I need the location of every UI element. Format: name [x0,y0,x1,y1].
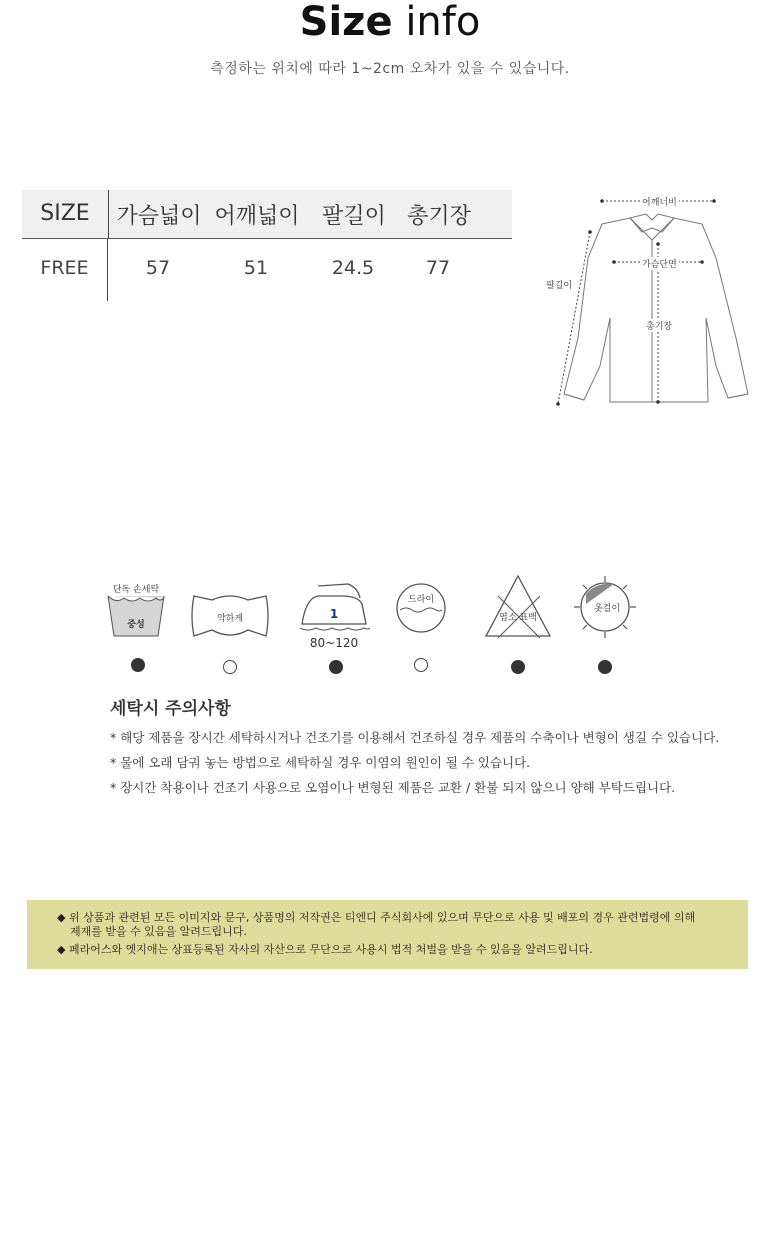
iron-inner-text: 1 [329,607,339,621]
iron-icon [298,574,372,654]
cell-shoulder: 51 [243,257,269,279]
page-title [0,0,780,44]
cell-length: 77 [425,257,451,279]
gentle-wash-icon [190,574,270,644]
col-length: 총기장 [407,203,471,229]
title-bold: Size [299,0,393,45]
diagram-shoulder-label: 어깨너비 [640,195,679,208]
care-dot-dry-clean [414,658,428,672]
size-table-header [22,190,512,239]
care-dot-hand-wash [131,658,145,672]
page-subtitle: 측정하는 위치에 따라 1~2cm 오차가 있을 수 있습니다. [210,61,570,77]
shirt-diagram [530,188,762,418]
care-note: * 해당 제품을 장시간 세탁하시거나 건조기를 이용해서 건조하실 경우 제품의 수축이나 변형이 생길 수 있습니다. [110,730,720,745]
care-hand-wash [102,574,182,684]
copyright-notice [27,900,748,969]
diagram-length-label: 총기장 [644,319,674,332]
care-dot-hang-dry [598,660,612,674]
iron-temp-text: 80~120 [309,636,359,650]
shirt-outline-icon [530,188,762,418]
care-heading: 세탁시 주의사항 [110,699,231,719]
hand-wash-top-text: 단독 손세탁 [112,585,160,595]
care-notes [110,728,750,803]
care-icons [100,574,660,684]
cell-size: FREE [22,239,108,301]
care-dot-gentle [223,660,237,674]
copyright-line-1: ◆ 위 상품과 관련된 모든 이미지와 문구, 상품명의 저작권은 티엔디 주식회사에 있으며 무단으로 사용 및 배포의 경우 관련법령에 의해 [57,911,696,924]
hang-dry-inner-text: 옷걸이 [593,604,621,614]
copyright-line-1b: 제재를 받을 수 있음을 알려드립니다. [70,925,247,938]
care-gentle [190,574,270,684]
title-light: info [405,0,481,45]
dry-clean-inner-text: 드라이 [407,595,435,605]
diagram-chest-label: 가슴단면 [640,257,679,270]
dry-clean-icon [396,574,450,634]
gentle-inner-text: 약하게 [216,614,244,624]
cell-sleeve: 24.5 [331,257,375,279]
copyright-line-2: ◆ 페라어스와 엣지애는 상표등록된 자사의 자산으로 무단으로 사용시 법적 처벌을 받을 수 있음을 알려드립니다. [57,943,593,956]
size-table [22,190,512,301]
care-dry-clean [396,574,476,684]
col-size: SIZE [22,190,109,238]
table-row [22,239,512,301]
hanger-icon [572,574,638,640]
hand-wash-inner-text: 중성 [127,620,145,630]
cell-chest: 57 [145,257,171,279]
col-chest: 가슴넓이 [116,203,202,229]
care-dot-iron [329,660,343,674]
care-dot-no-bleach [511,660,525,674]
care-note: * 장시간 착용이나 건조기 사용으로 오염이나 변형된 제품은 교환 / 환불 되지 않으니 양해 부탁드립니다. [110,780,676,795]
care-iron [298,574,378,684]
no-bleach-inner-text: 염소 표백 [499,613,537,623]
no-bleach-icon [484,574,554,640]
col-sleeve: 팔길이 [322,203,386,229]
col-shoulder: 어깨넓이 [214,203,300,229]
diagram-sleeve-label: 팔길이 [544,278,574,291]
care-no-bleach [484,574,564,684]
care-note: * 물에 오래 담궈 놓는 방법으로 세탁하실 경우 이염의 원인이 될 수 있습니다. [110,755,531,770]
hand-wash-icon [102,574,172,644]
care-hang-dry [572,574,652,684]
